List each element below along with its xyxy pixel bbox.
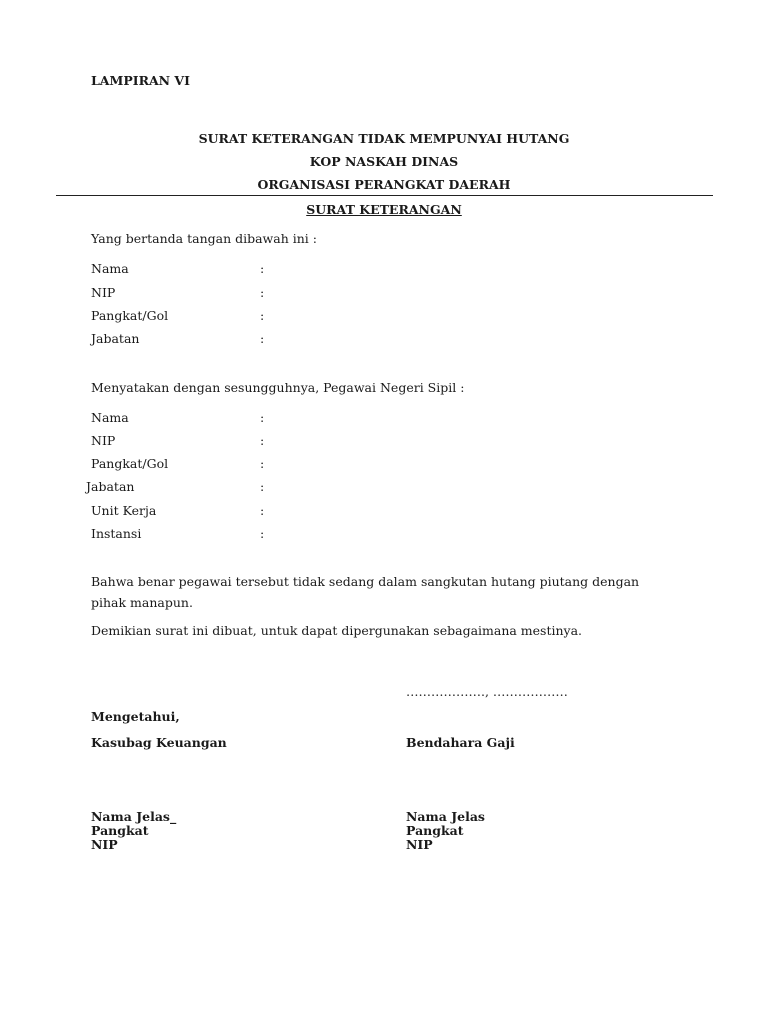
mengetahui-label: Mengetahui, (91, 709, 180, 724)
left-signer-block (91, 810, 176, 852)
field-label: Jabatan (91, 331, 140, 346)
left-signer-rank: Pangkat (91, 823, 149, 838)
field-colon: : (260, 526, 265, 541)
header-divider (56, 195, 713, 196)
field-colon: : (260, 479, 265, 494)
organisasi-label: ORGANISASI PERANGKAT DAERAH (257, 177, 511, 192)
field-label: Pangkat/Gol (91, 456, 169, 471)
statement-line-1: Bahwa benar pegawai tersebut tidak sedang dalam sangkutan hutang piutang dengan (91, 574, 640, 589)
closing-statement: Demikian surat ini dibuat, untuk dapat dipergunakan sebagaimana mestinya. (91, 623, 583, 638)
field-colon: : (260, 308, 265, 323)
right-signer-title: Bendahara Gaji (406, 735, 515, 750)
field-colon: : (260, 261, 265, 276)
field-label: Jabatan (86, 479, 135, 494)
place-date: ………………., ……………… (406, 684, 568, 699)
document-title: SURAT KETERANGAN TIDAK MEMPUNYAI HUTANG (198, 131, 570, 146)
field-label: NIP (91, 433, 116, 448)
lampiran-label: LAMPIRAN VI (91, 73, 190, 88)
right-signer-nip: NIP (406, 837, 433, 852)
right-signer-rank: Pangkat (406, 823, 464, 838)
section2-intro: Menyatakan dengan sesungguhnya, Pegawai Negeri Sipil : (91, 380, 465, 395)
field-label: Nama (91, 410, 129, 425)
statement-line-2: pihak manapun. (91, 595, 193, 610)
right-signer-block (406, 810, 485, 852)
field-colon: : (260, 456, 265, 471)
field-label: Pangkat/Gol (91, 308, 169, 323)
section1-intro: Yang bertanda tangan dibawah ini : (91, 231, 317, 246)
right-signer-name: Nama Jelas (406, 809, 485, 824)
field-colon: : (260, 410, 265, 425)
field-label: Instansi (91, 526, 142, 541)
left-signer-name: Nama Jelas_ (91, 809, 177, 824)
field-label: Unit Kerja (91, 503, 157, 518)
field-colon: : (260, 503, 265, 518)
field-colon: : (260, 331, 265, 346)
left-signer-nip: NIP (91, 837, 118, 852)
left-signer-title: Kasubag Keuangan (91, 735, 227, 750)
field-label: Nama (91, 261, 129, 276)
field-colon: : (260, 433, 265, 448)
letter-subtitle: SURAT KETERANGAN (306, 202, 462, 217)
field-label: NIP (91, 285, 116, 300)
kop-naskah-dinas: KOP NASKAH DINAS (309, 154, 459, 169)
field-colon: : (260, 285, 265, 300)
